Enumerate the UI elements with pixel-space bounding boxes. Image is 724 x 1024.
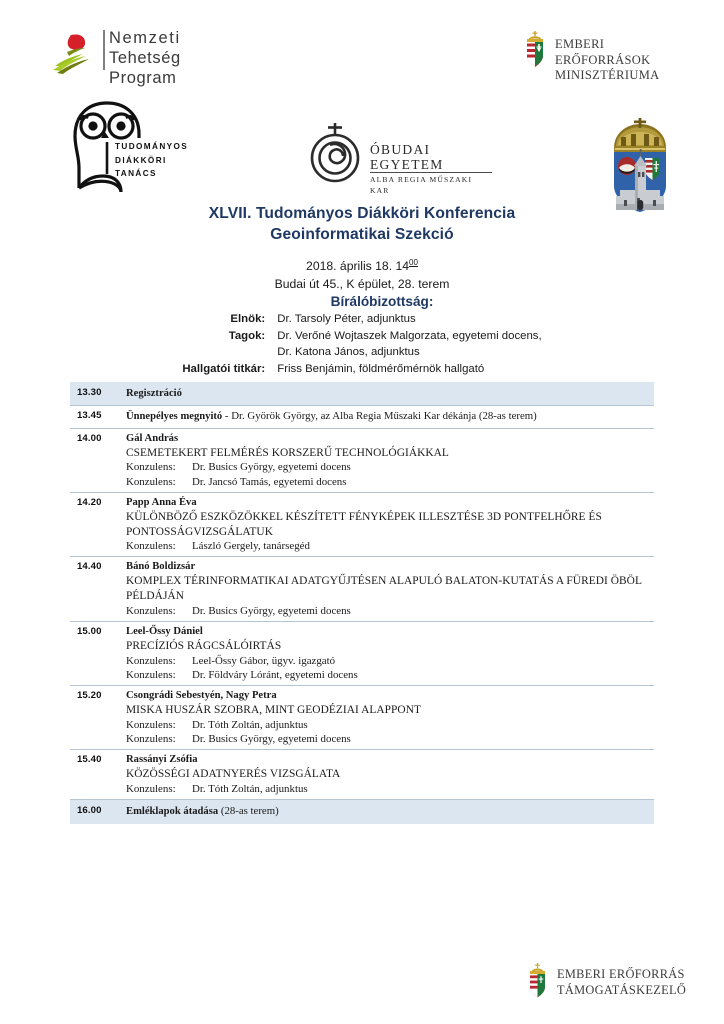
presenter-name: Papp Anna Éva — [126, 497, 197, 508]
obuda-university-crest — [604, 118, 676, 214]
ntp-line-2: Tehetség Program — [109, 49, 181, 87]
consultant-label: Konzulens: — [126, 461, 176, 474]
consultant-row — [126, 460, 654, 474]
consultant-name: Dr. Tóth Zoltán, adjunktus — [192, 718, 308, 731]
table-row — [182, 329, 541, 346]
consultant-row — [126, 668, 654, 682]
tdk-wordmark — [115, 140, 188, 181]
presentation-title: KOMPLEX TÉRINFORMATIKAI ADATGYŰJTÉSEN ALAPULÓ BALATON-KUTATÁS A FÜREDI ÖBÖL PÉLDÁJÁN — [126, 575, 642, 603]
presenter-name: Leel-Őssy Dániel — [126, 625, 203, 637]
university-faculty: ALBA REGIA MŰSZAKI KAR — [370, 172, 492, 196]
presentation-title: KÖZÖSSÉGI ADATNYERÉS VIZSGÁLATA — [126, 768, 341, 781]
consultant-label: Konzulens: — [126, 604, 176, 617]
consultant-label: Konzulens: — [126, 733, 176, 746]
consultant-name: Leel-Őssy Gábor, ügyv. igazgató — [192, 654, 336, 667]
schedule-row — [70, 799, 654, 823]
consultant-row — [126, 732, 654, 746]
nemzeti-tehetseg-program-logo — [53, 28, 238, 87]
schedule-time: 14.00 — [77, 432, 102, 444]
jury-committee-section — [0, 294, 724, 378]
ntp-line-1: Nemzeti — [109, 29, 181, 47]
footer-line-1: EMBERI ERŐFORRÁS — [557, 967, 685, 981]
consultant-name: Dr. Földváry Lóránt, egyetemi docens — [192, 668, 358, 681]
consultant-label: Konzulens: — [126, 782, 176, 795]
page-title — [0, 203, 724, 245]
jury-heading: Bírálóbizottság: — [330, 294, 434, 309]
ntp-divider-bar — [103, 30, 105, 70]
presentation-title: PRECÍZIÓS RÁGCSÁLÓIRTÁS — [126, 639, 282, 652]
table-row — [182, 312, 541, 329]
consultant-label: Konzulens: — [126, 654, 176, 667]
header-logo-row — [0, 24, 724, 94]
jury-role-label: Elnök: — [230, 313, 266, 325]
schedule-entry — [126, 753, 654, 796]
title-line-1: XLVII. Tudományos Diákköri Konferencia — [208, 205, 516, 222]
jury-table — [182, 312, 541, 378]
footer-line-2: TÁMOGATÁSKEZELŐ — [557, 982, 687, 997]
schedule-entry — [126, 496, 654, 553]
consultant-name: László Gergely, tanársegéd — [192, 540, 310, 553]
presentation-title: KÜLÖNBÖZŐ ESZKÖZÖKKEL KÉSZÍTETT FÉNYKÉPEK ILLESZTÉSE 3D PONTFELHŐRE ÉS PONTOSSÁGVIZSGÁLATUK — [126, 511, 602, 538]
event-room: (28-as terem) — [478, 410, 537, 423]
jury-member-name: Dr. Tarsoly Péter, adjunktus — [277, 313, 416, 325]
schedule-entry — [126, 689, 654, 746]
conference-date-line — [0, 254, 724, 275]
title-line-2: Geoinformatikai Szekció — [270, 226, 454, 243]
jury-member-name: Dr. Katona János, adjunktus — [277, 346, 420, 358]
schedule-time: 13.45 — [77, 410, 102, 422]
ministry-wordmark — [555, 37, 701, 84]
presenter-name: Rassányi Zsófia — [126, 754, 198, 766]
ministry-line-2: MINISZTÉRIUMA — [555, 68, 660, 82]
emberi-eroforras-tamogataskezelo-logo — [524, 962, 704, 1010]
page-title-block — [0, 203, 724, 293]
consultant-name: Dr. Jancsó Tamás, egyetemi docens — [192, 475, 347, 488]
footer-wordmark — [557, 967, 686, 998]
consultant-row — [126, 539, 654, 553]
jury-member-name: Dr. Verőné Wojtaszek Malgorzata, egyetemi docens, — [277, 329, 542, 342]
schedule-time: 14.20 — [77, 497, 102, 508]
obuda-spiral-icon — [307, 122, 367, 184]
ministry-line-1: EMBERI ERŐFORRÁSOK — [555, 37, 651, 67]
consultant-label: Konzulens: — [126, 718, 176, 731]
schedule-row — [70, 428, 654, 492]
schedule-row — [70, 749, 654, 799]
schedule-row — [70, 685, 654, 749]
jury-role-label: Tagok: — [228, 329, 266, 342]
consultant-row — [126, 782, 654, 796]
schedule-row — [70, 405, 654, 427]
schedule-entry — [126, 625, 654, 682]
event-room: (28-as terem) — [220, 805, 279, 818]
table-row — [182, 345, 541, 362]
consultant-row — [126, 475, 654, 489]
schedule-row — [70, 382, 654, 405]
ntp-wordmark — [109, 28, 238, 88]
consultant-row — [126, 654, 654, 668]
obuda-university-wordmark — [370, 142, 492, 196]
schedule-time: 15.20 — [77, 690, 102, 702]
presenter-name: Bánó Boldizsár — [126, 561, 196, 573]
consultant-row — [126, 604, 654, 618]
consultant-label: Konzulens: — [126, 540, 176, 553]
presentation-title: MISKA HUSZÁR SZOBRA, MINT GEODÉZIAI ALAPPONT — [126, 704, 421, 717]
schedule-table — [70, 382, 654, 824]
tdk-line-1: TUDOMÁNYOS — [115, 142, 189, 151]
event-name: Emléklapok átadása — [126, 806, 219, 818]
ntp-swoosh-icon — [53, 32, 101, 74]
conference-meta — [0, 254, 724, 293]
schedule-time: 14.40 — [77, 561, 102, 573]
schedule-entry — [126, 560, 654, 617]
consultant-name: Dr. Busics György, egyetemi docens — [192, 604, 351, 617]
schedule-time: 16.00 — [77, 805, 102, 817]
jury-role-label: Hallgatói titkár: — [182, 362, 266, 375]
obuda-university-crest-icon — [604, 118, 676, 214]
schedule-row — [70, 556, 654, 620]
presenter-name: Gál András — [126, 432, 179, 444]
event-name: Ünnepélyes megnyitó — [126, 411, 223, 423]
event-detail: - Dr. Györök György, az Alba Regia Műszaki Kar dékánja — [222, 410, 479, 423]
conference-date: 2018. április 18. 14 — [306, 259, 410, 273]
jury-role-label — [182, 345, 277, 362]
ministry-of-human-capacities-logo — [521, 30, 701, 80]
schedule-row — [70, 492, 654, 556]
hungarian-coat-of-arms-icon — [521, 30, 549, 70]
event-name: Regisztráció — [126, 388, 182, 399]
tdk-owl-logo — [63, 96, 193, 194]
schedule-time: 15.00 — [77, 625, 102, 637]
hungarian-coat-of-arms-icon — [524, 962, 551, 1000]
consultant-name: Dr. Busics György, egyetemi docens — [192, 733, 351, 746]
schedule-entry — [126, 409, 654, 424]
table-row — [182, 362, 541, 379]
jury-member-name: Friss Benjámin, földmérőmérnök hallgató — [277, 362, 485, 375]
schedule-entry — [126, 386, 654, 401]
consultant-name: Dr. Busics György, egyetemi docens — [192, 461, 351, 474]
consultant-name: Dr. Tóth Zoltán, adjunktus — [192, 782, 308, 795]
presentation-title: CSEMETEKERT FELMÉRÉS KORSZERŰ TECHNOLÓGIÁKKAL — [126, 446, 449, 459]
tdk-line-2: DIÁKKÖRI — [115, 155, 167, 165]
schedule-time: 15.40 — [77, 754, 102, 766]
consultant-label: Konzulens: — [126, 668, 176, 681]
tdk-line-3: TANÁCS — [115, 169, 157, 178]
obuda-university-logo — [307, 122, 492, 195]
schedule-entry — [126, 804, 654, 819]
schedule-row — [70, 621, 654, 685]
schedule-entry — [126, 432, 654, 489]
presenter-name: Csongrádi Sebestyén, Nagy Petra — [126, 690, 277, 702]
schedule-time: 13.30 — [77, 387, 102, 398]
conference-time-minutes: 00 — [409, 258, 418, 267]
consultant-row — [126, 718, 654, 732]
consultant-label: Konzulens: — [126, 475, 176, 488]
university-name: ÓBUDAI EGYETEM — [370, 142, 444, 172]
conference-venue: Budai út 45., K épület, 28. terem — [274, 277, 450, 291]
